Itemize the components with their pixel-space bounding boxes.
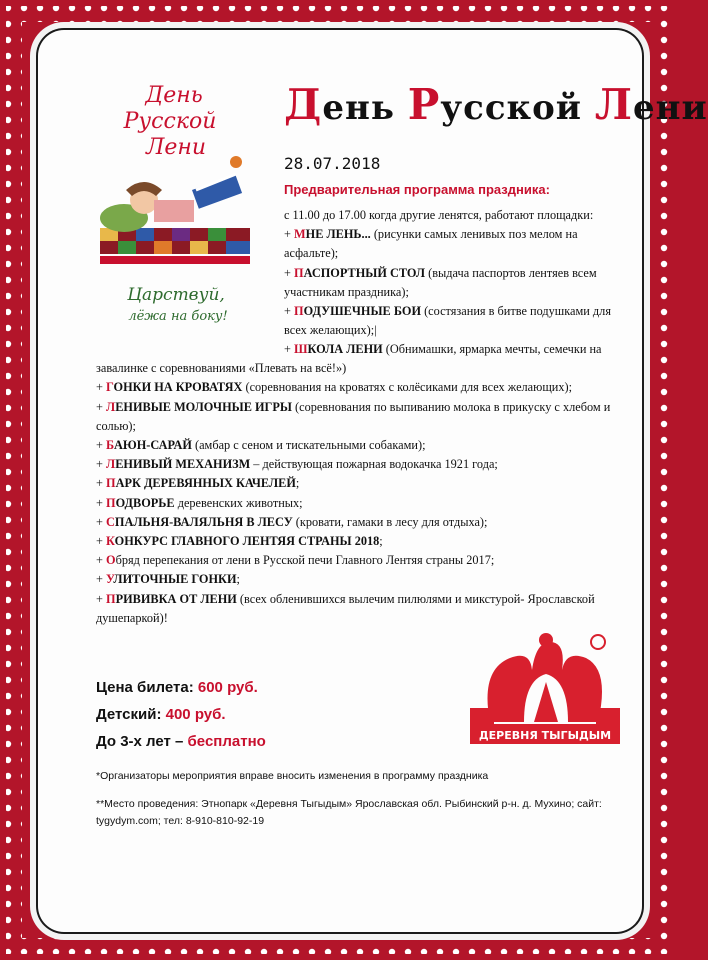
organizer-note: *Организаторы мероприятия вправе вносить изменения в программу праздника: [96, 770, 489, 782]
program-item: + ЛЕНИВЫЕ МОЛОЧНЫЕ ИГРЫ (соревнования по выпиванию молока в прикуску с хлебом и солью);: [96, 399, 611, 433]
village-logo-text: ДЕРЕВНЯ ТЫГЫДЫМ: [478, 729, 612, 742]
program-item: + ПАРК ДЕРЕВЯННЫХ КАЧЕЛЕЙ;: [96, 476, 300, 491]
program-item: + МНЕ ЛЕНЬ... (рисунки самых ленивых поз мелом на асфальте);: [284, 227, 578, 261]
program-item: + ЛЕНИВЫЙ МЕХАНИЗМ – действующая пожарная водокачка 1921 года;: [96, 457, 498, 472]
title-cap-2: Р: [407, 80, 441, 129]
program-item: + СПАЛЬНЯ-ВАЛЯЛЬНЯ В ЛЕСУ (кровати, гамаки в лесу для отдыха);: [96, 514, 488, 529]
logo-word-3: Лени: [145, 135, 207, 160]
location-note: **Место проведения: Этнопарк «Деревня Тыгыдым» Ярославская обл. Рыбинский р-н. д. Мухино; сайт:: [96, 798, 602, 810]
lazy-man-illustration: [100, 156, 250, 254]
program-item: + Обряд перепекания от лени в Русской печи Главного Лентяя страны 2017;: [96, 553, 495, 568]
program-title: Предварительная программа праздника:: [284, 182, 550, 197]
logo-word-1: День: [145, 83, 203, 108]
program-item: + ПОДВОРЬЕ деревенских животных;: [96, 495, 303, 510]
price-row: До 3-х лет – бесплатно: [96, 733, 266, 750]
title-part-1: ень: [322, 88, 408, 128]
page-title: [284, 80, 708, 129]
event-date: 28.07.2018: [284, 154, 381, 173]
ticket-prices: [96, 674, 266, 755]
logo-word-2: Русской: [123, 109, 217, 134]
program-item: + ШКОЛА ЛЕНИ (Обнимашки, ярмарка мечты, семечки на завалинке с соревнованиями «Плевать на всё!»): [96, 342, 602, 376]
title-part-3: ени: [633, 88, 708, 128]
title-cap-3: Л: [594, 80, 633, 129]
program-item: + ГОНКИ НА КРОВАТЯХ (соревнования на кроватях с колёсиками для всех желающих);: [96, 380, 573, 395]
program-upper: [284, 206, 634, 340]
program-item: + ПАСПОРТНЫЙ СТОЛ (выдача паспортов лентяев всем участникам праздника);: [284, 265, 597, 299]
festival-logo: [96, 78, 262, 328]
program-item: + ПРИВИВКА ОТ ЛЕНИ (всех обленившихся вылечим пилюлями и микстурой- Ярославской душепаркой)!: [96, 591, 595, 625]
program-item: + БАЮН-САРАЙ (амбар с сеном и тискательными собаками);: [96, 438, 426, 453]
program-item: + ПОДУШЕЧНЫЕ БОИ (состязания в битве подушками для всех желающих);|: [284, 304, 611, 338]
program-intro: с 11.00 до 17.00 когда другие ленятся, работают площадки:: [284, 208, 594, 222]
contact-note: tygydym.com; тел: 8-910-810-92-19: [96, 815, 265, 827]
price-row: Цена билета: 600 руб.: [96, 679, 258, 696]
logo-slogan-2: лёжа на боку!: [128, 309, 228, 324]
village-logo: [470, 630, 620, 748]
title-cap-1: Д: [284, 80, 323, 129]
logo-slogan-1: Царствуй,: [127, 285, 225, 305]
price-row: Детский: 400 руб.: [96, 706, 226, 723]
program-item: + УЛИТОЧНЫЕ ГОНКИ;: [96, 572, 240, 587]
program-lower: [96, 340, 634, 628]
title-part-2: усской: [440, 88, 595, 128]
program-item: + КОНКУРС ГЛАВНОГО ЛЕНТЯЯ СТРАНЫ 2018;: [96, 534, 383, 549]
